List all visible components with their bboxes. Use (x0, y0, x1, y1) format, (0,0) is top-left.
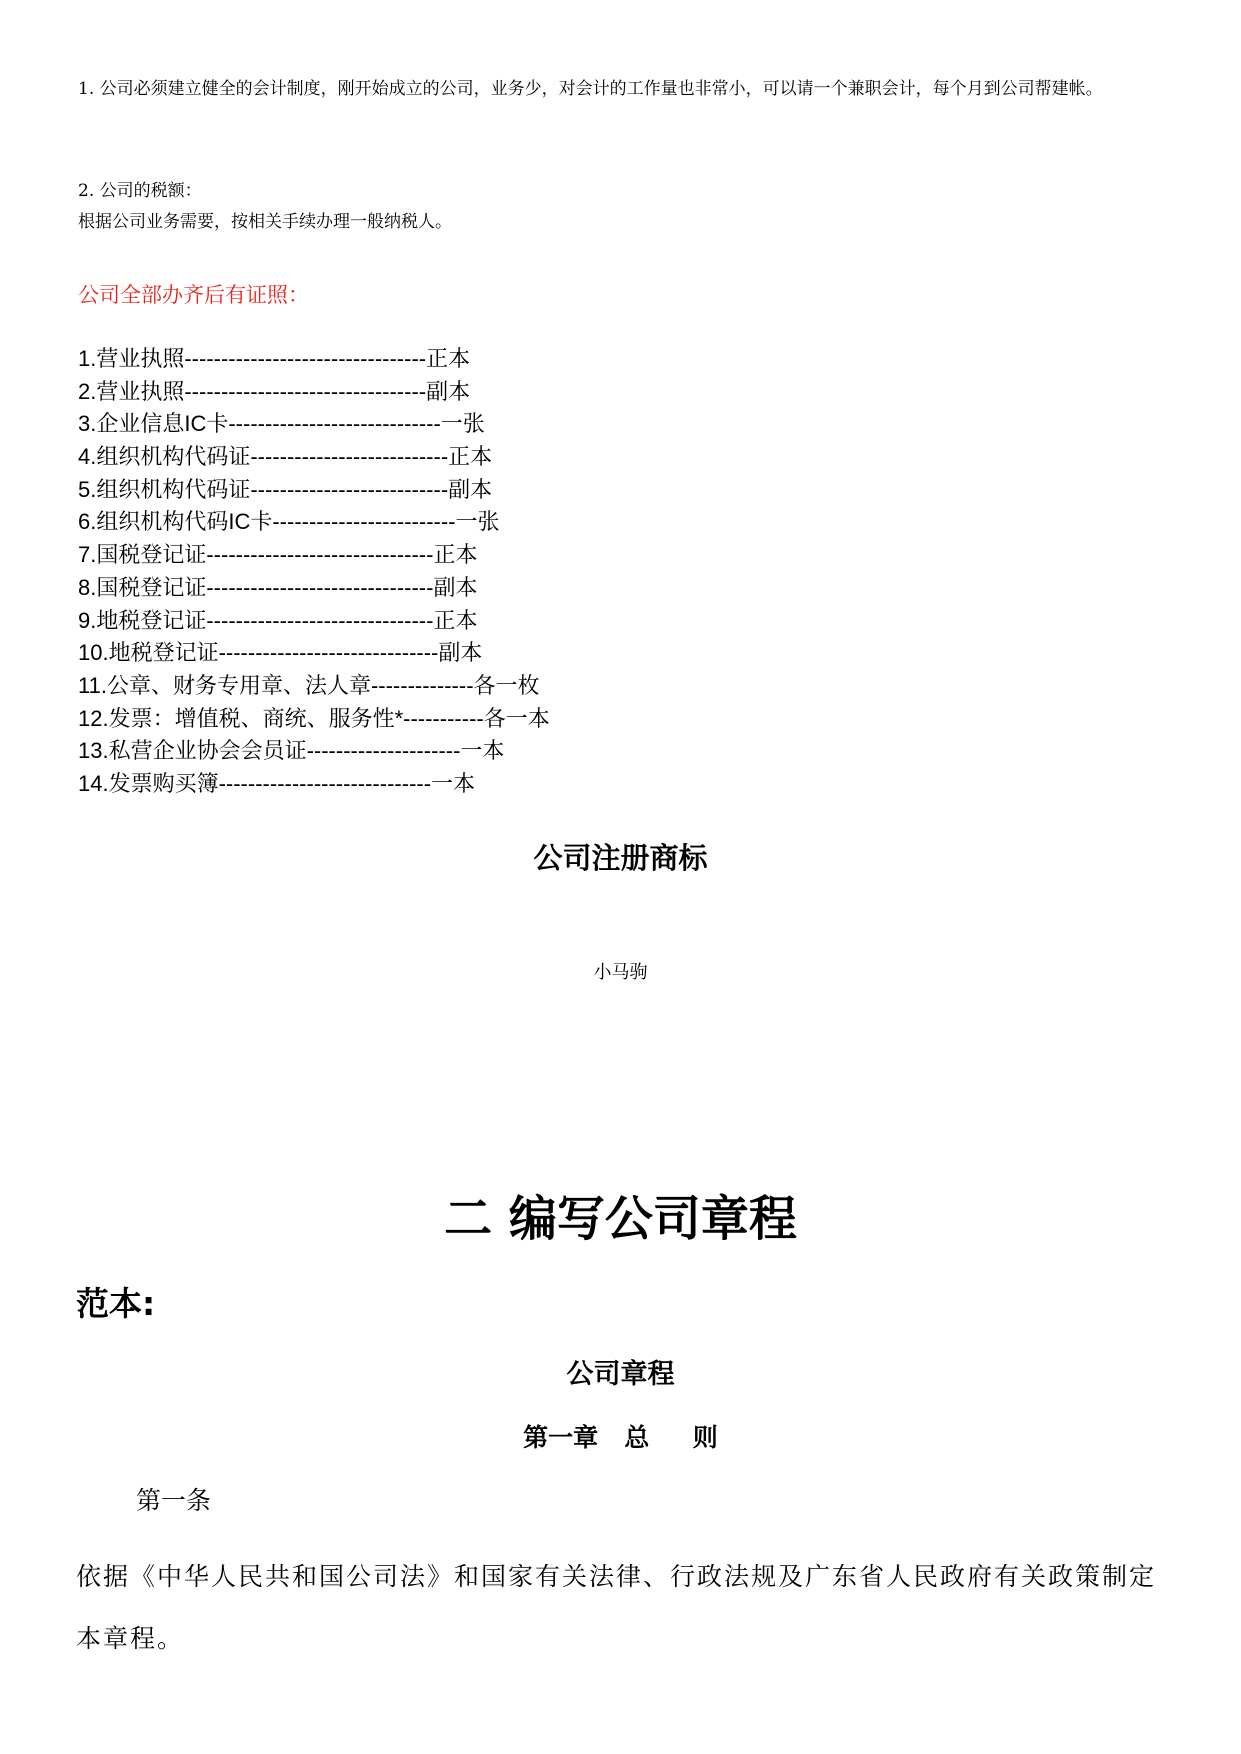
certificates-heading: 公司全部办齐后有证照： (78, 283, 309, 307)
list-item: 4.组织机构代码证---------------------------正本 (78, 444, 493, 470)
list-item: 14.发票购买簿-----------------------------一本 (78, 770, 476, 796)
list-item: 9.地税登记证-------------------------------正本 (78, 607, 478, 633)
sample-label: 范本: (76, 1284, 156, 1323)
trademark-title: 公司注册商标 (533, 841, 708, 875)
accounting-note: 1. 公司必须建立健全的会计制度，刚开始成立的公司，业务少，对会计的工作量也非常小，可以请一个兼职会计，每个月到公司帮建帐。 (78, 79, 1103, 99)
list-item: 5.组织机构代码证---------------------------副本 (78, 476, 493, 502)
list-item: 7.国税登记证-------------------------------正本 (78, 542, 478, 568)
list-item: 11.公章、财务专用章、法人章--------------各一枚 (78, 672, 540, 698)
section-title: 二 编写公司章程 (444, 1191, 797, 1247)
tax-note-body: 根据公司业务需要，按相关手续办理一般纳税人。 (78, 212, 452, 232)
list-item: 12.发票：增值税、商统、服务性*-----------各一本 (78, 705, 550, 731)
certificates-list (78, 343, 550, 801)
list-item: 3.企业信息IC卡-----------------------------一张 (78, 411, 485, 437)
list-item: 8.国税登记证-------------------------------副本 (78, 574, 478, 600)
list-item: 1.营业执照---------------------------------正本 (78, 346, 471, 371)
chapter-title: 第一章 总 则 (523, 1423, 718, 1452)
list-item: 13.私营企业协会会员证---------------------一本 (78, 738, 505, 764)
article-body: 依据《中华人民共和国公司法》和国家有关法律、行政法规及广东省人民政府有关政策制定本章程。 (76, 1562, 1157, 1653)
list-item: 10.地税登记证------------------------------副本 (78, 640, 483, 666)
tax-note-title: 2. 公司的税额： (78, 181, 202, 201)
article-label: 第一条 (136, 1486, 212, 1515)
trademark-name: 小马驹 (593, 962, 648, 983)
charter-title: 公司章程 (566, 1359, 675, 1390)
list-item: 6.组织机构代码IC卡-------------------------一张 (78, 509, 500, 535)
list-item: 2.营业执照---------------------------------副本 (78, 378, 471, 404)
